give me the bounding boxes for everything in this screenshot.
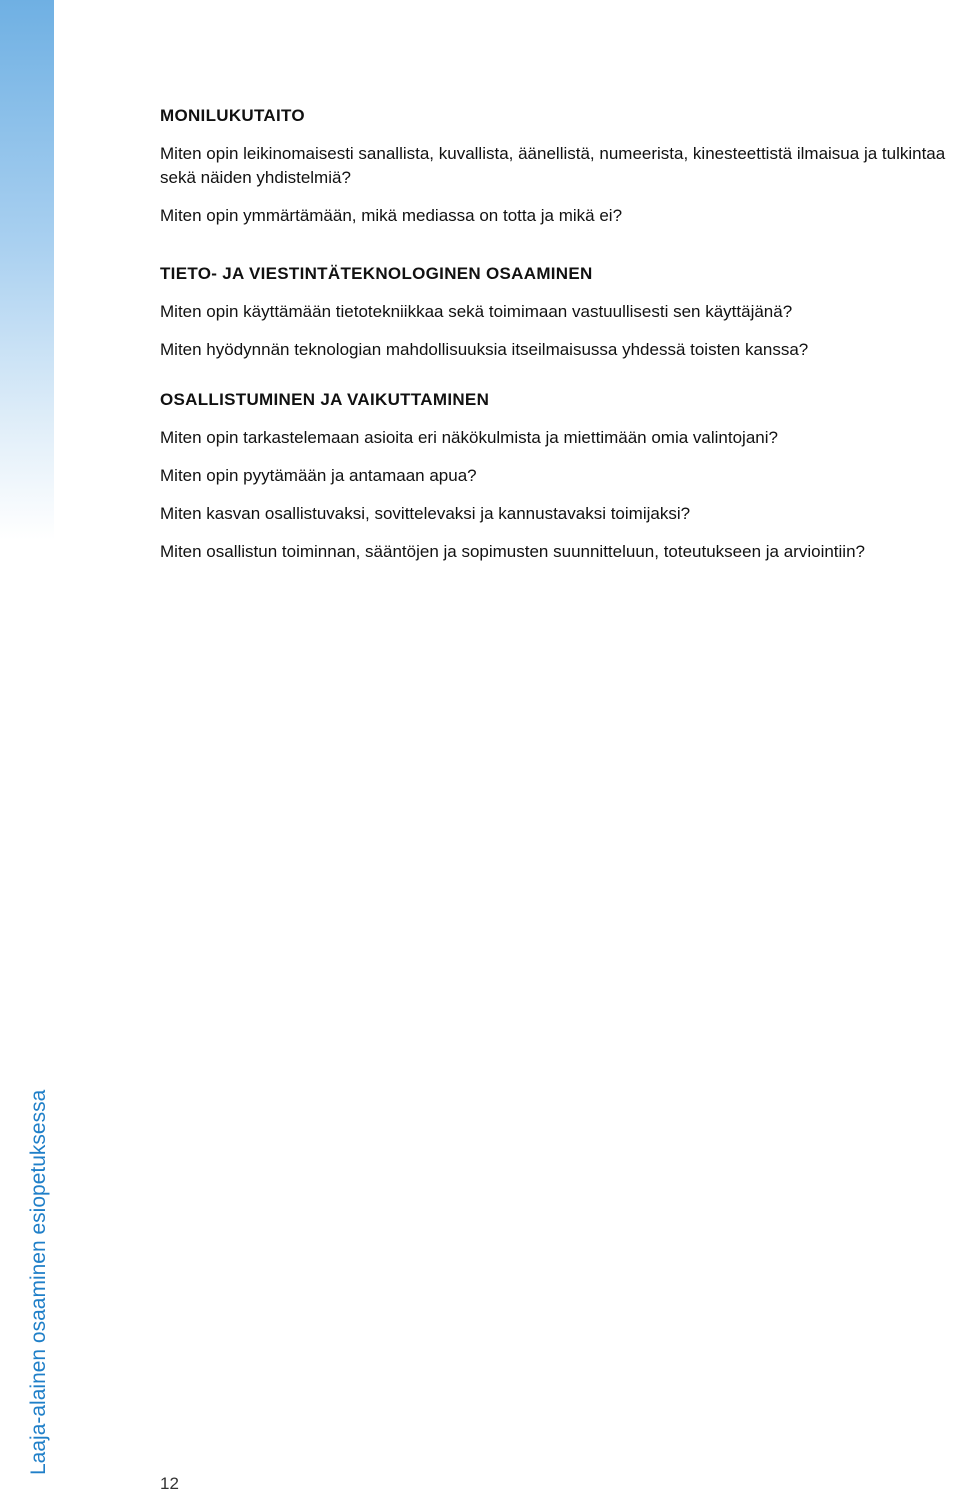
paragraph: Miten opin leikinomaisesti sanallista, kuvallista, äänellistä, numeerista, kinesteettistä ilmaisua ja tulkintaa sekä näiden yhdistelmiä? (160, 144, 946, 187)
paragraph: Miten osallistun toiminnan, sääntöjen ja sopimusten suunnitteluun, toteutukseen ja arviointiin? (160, 542, 865, 561)
paragraph: Miten kasvan osallistuvaksi, sovittelevaksi ja kannustavaksi toimijaksi? (160, 504, 691, 523)
side-color-band (0, 0, 54, 540)
paragraph: Miten opin käyttämään tietotekniikkaa sekä toimimaan vastuullisesti sen käyttäjänä? (160, 302, 793, 321)
main-content (160, 104, 960, 564)
paragraph: Miten opin ymmärtämään, mikä mediassa on totta ja mikä ei? (160, 206, 623, 225)
page-number: 12 (160, 1474, 179, 1493)
paragraph: Miten opin tarkastelemaan asioita eri näkökulmista ja miettimään omia valintojani? (160, 428, 778, 447)
side-title: Laaja-alainen osaaminen esiopetuksessa (27, 1089, 50, 1475)
paragraph: Miten hyödynnän teknologian mahdollisuuksia itseilmaisussa yhdessä toisten kanssa? (160, 340, 809, 359)
section-heading-osallistuminen-ja-vaikuttaminen: OSALLISTUMINEN JA VAIKUTTAMINEN (160, 390, 490, 409)
section-heading-tieto-ja-viestintateknologinen: TIETO- JA VIESTINTÄTEKNOLOGINEN OSAAMINEN (160, 264, 593, 283)
paragraph: Miten opin pyytämään ja antamaan apua? (160, 466, 477, 485)
section-heading-monilukutaito: MONILUKUTAITO (160, 106, 305, 125)
